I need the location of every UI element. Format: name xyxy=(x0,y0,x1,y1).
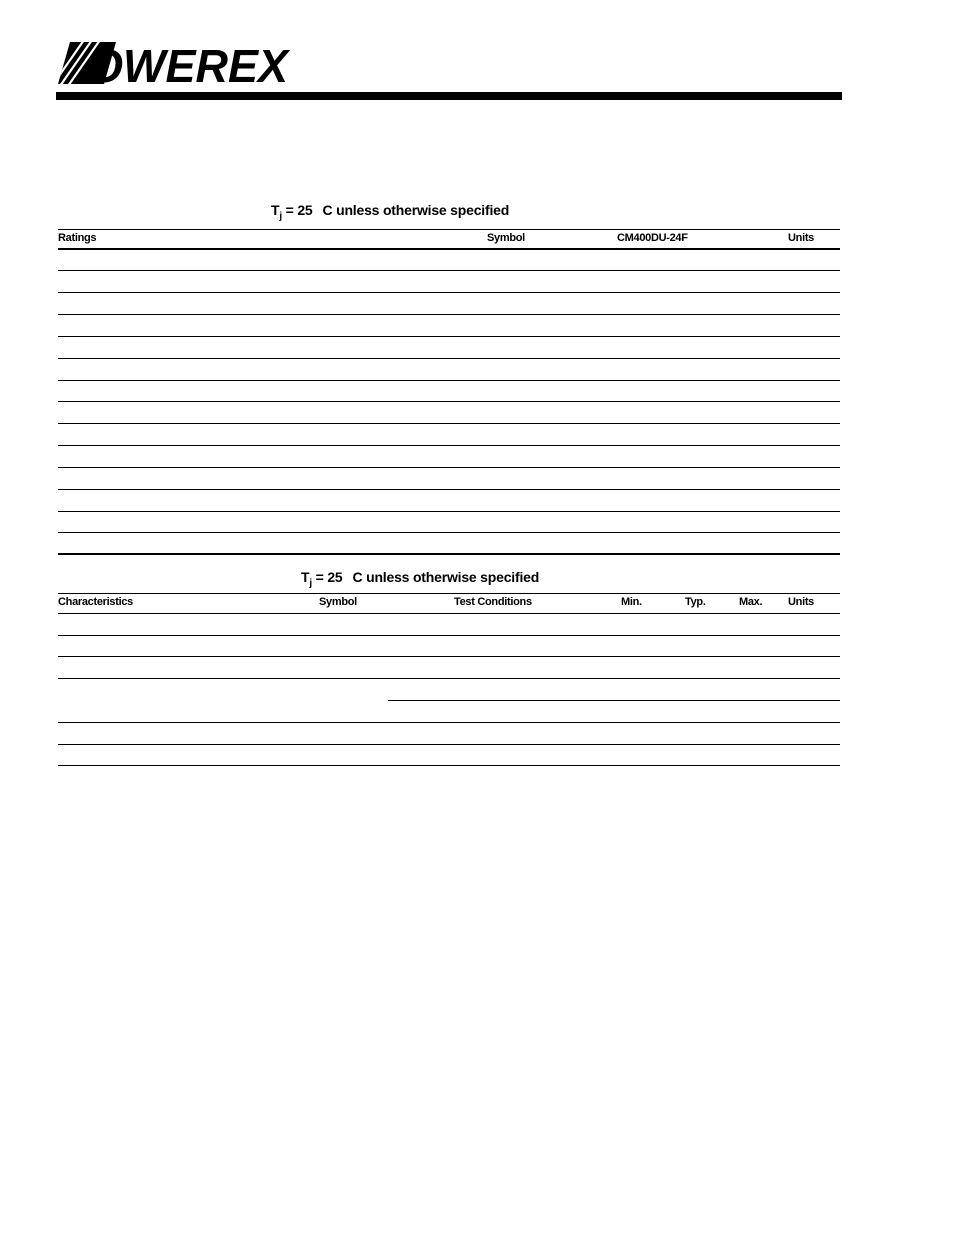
characteristics-header-rule xyxy=(58,613,840,614)
ratings-row-rule xyxy=(58,380,840,381)
characteristics-row-rule xyxy=(58,656,840,657)
ratings-row-rule xyxy=(58,358,840,359)
characteristics-col-test-conditions: Test Conditions xyxy=(454,596,532,608)
ratings-header-rule xyxy=(58,248,840,250)
characteristics-col-characteristics: Characteristics xyxy=(58,596,133,608)
ratings-title-rest: C unless otherwise specified xyxy=(322,202,510,218)
characteristics-col-min: Min. xyxy=(621,596,642,608)
ratings-row-rule xyxy=(58,336,840,337)
ratings-row-rule xyxy=(58,445,840,446)
characteristics-title-eq: = 25 xyxy=(315,569,343,585)
powerex-logo-icon xyxy=(58,42,290,86)
ratings-row-rule xyxy=(58,270,840,271)
characteristics-title-rest: C unless otherwise specified xyxy=(352,569,540,585)
characteristics-col-symbol: Symbol xyxy=(319,596,357,608)
characteristics-subrow-rule xyxy=(388,700,840,701)
ratings-title-t: T xyxy=(271,202,280,218)
ratings-row-rule xyxy=(58,314,840,315)
characteristics-row-rule xyxy=(58,635,840,636)
ratings-col-symbol: Symbol xyxy=(487,232,525,244)
ratings-top-rule xyxy=(58,229,840,230)
ratings-row-rule xyxy=(58,292,840,293)
characteristics-row-rule xyxy=(58,722,840,723)
characteristics-top-rule xyxy=(58,593,840,594)
ratings-row-rule xyxy=(58,467,840,468)
powerex-logo xyxy=(58,42,290,86)
characteristics-col-max: Max. xyxy=(739,596,763,608)
ratings-title-eq: = 25 xyxy=(285,202,313,218)
svg-text:OWEREX: OWEREX xyxy=(88,42,290,86)
ratings-section-title xyxy=(271,202,510,222)
ratings-row-rule xyxy=(58,401,840,402)
ratings-row-rule xyxy=(58,511,840,512)
ratings-col-units: Units xyxy=(788,232,815,244)
header-rule xyxy=(56,92,842,100)
characteristics-row-rule xyxy=(58,678,840,679)
ratings-bottom-rule xyxy=(58,553,840,555)
characteristics-col-typ: Typ. xyxy=(685,596,706,608)
characteristics-title-t: T xyxy=(301,569,310,585)
ratings-title-sub: j xyxy=(279,211,282,222)
characteristics-row-rule xyxy=(58,744,840,745)
ratings-row-rule xyxy=(58,423,840,424)
characteristics-title-sub: j xyxy=(309,578,312,589)
ratings-col-part: CM400DU-24F xyxy=(617,232,688,244)
characteristics-bottom-rule xyxy=(58,765,840,766)
characteristics-section-title xyxy=(301,569,540,589)
ratings-row-rule xyxy=(58,489,840,490)
ratings-row-rule xyxy=(58,532,840,533)
ratings-col-ratings: Ratings xyxy=(58,232,97,244)
characteristics-col-units: Units xyxy=(788,596,815,608)
